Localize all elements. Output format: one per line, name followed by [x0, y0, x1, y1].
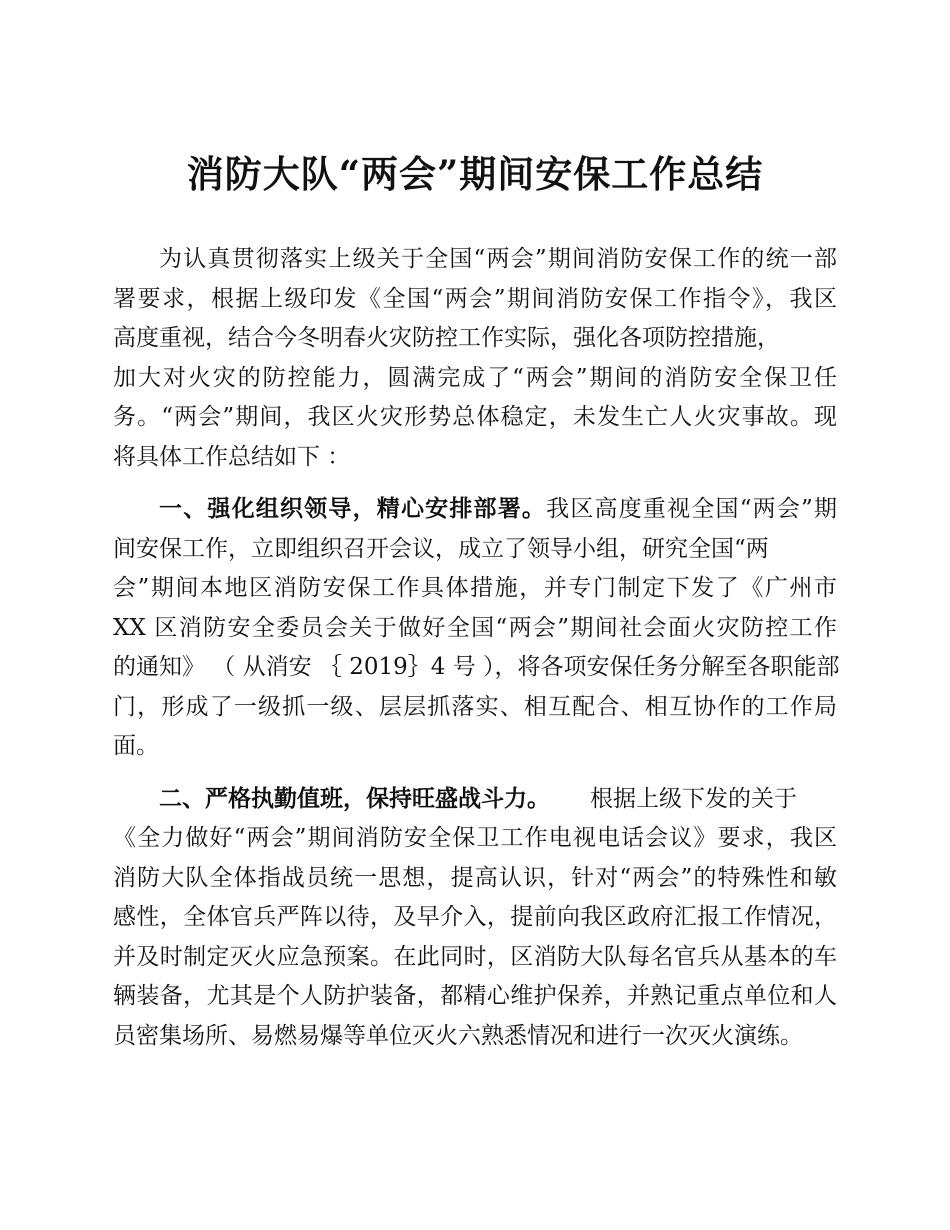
paragraph-line [113, 489, 837, 530]
paragraph-line: 的通知》 （ 从消安 ｛ 2019｝4 号 ），将各项安保任务分解至各职能部 [113, 654, 840, 680]
paragraph-line: 门，形成了一级抓一级、层层抓落实、相互配合、相互协作的工作局 [113, 693, 837, 720]
paragraph-line: 感性，全体官兵严阵以待，及早介入，提前向我区政府汇报工作情况， [113, 904, 837, 930]
paragraph-line: 务。“两会”期间，我区火灾形势总体稳定，未发生亡人火灾事故。现 [113, 404, 837, 430]
document-title: 消防大队“两会”期间安保工作总结 [186, 152, 764, 196]
paragraph-section-2 [113, 779, 837, 1057]
paragraph-line: 为认真贯彻落实上级关于全国“两会”期间消防安保工作的统一部 [159, 246, 837, 272]
paragraph-line: 间安保工作，立即组织召开会议，成立了领导小组，研究全国“两 [113, 535, 769, 562]
paragraph-line: XX 区消防安全委员会关于做好全国“两会”期间社会面火灾防控工作 [113, 614, 837, 641]
paragraph-line: 《全力做好“两会”期间消防安全保卫工作电视电话会议》要求，我区 [113, 825, 837, 851]
document-body [113, 240, 840, 1056]
paragraph-line [113, 779, 837, 820]
paragraph-line: 高度重视，结合今冬明春火灾防控工作实际，强化各项防控措施， [113, 325, 780, 351]
paragraph-line: 消防大队全体指战员统一思想，提高认识，针对“两会”的特殊性和敏 [113, 864, 837, 891]
paragraph-line-text: 根据上级下发的关于 [590, 785, 797, 812]
paragraph-line: 署要求，根据上级印发《全国“两会”期间消防安保工作指令》，我区 [113, 285, 837, 312]
paragraph-line: 会”期间本地区消防安保工作具体措施，并专门制定下发了《广州市 [113, 575, 837, 601]
paragraph-line: 加大对火灾的防控能力，圆满完成了“两会”期间的消防安全保卫任 [113, 364, 837, 391]
paragraph-section-1 [113, 489, 840, 767]
paragraph-line: 面。 [113, 733, 159, 759]
paragraph-line: 并及时制定灭火应急预案。在此同时，区消防大队每名官兵从基本的车 [113, 943, 837, 970]
paragraph-line: 辆装备，尤其是个人防护装备，都精心维护保养，并熟记重点单位和人 [113, 983, 837, 1009]
paragraph-intro [113, 240, 837, 477]
paragraph-line-text: 我区高度重视全国“两会”期 [546, 496, 837, 522]
section-heading: 二、严格执勤值班，保持旺盛战斗力。 [159, 784, 550, 812]
paragraph-line: 将具体工作总结如下 ： [113, 443, 351, 470]
section-heading: 一、强化组织领导，精心安排部署。 [159, 495, 547, 522]
paragraph-line: 员密集场所、易燃易爆等单位灭火六熟悉情况和进行一次灭火演练。 [113, 1022, 803, 1049]
